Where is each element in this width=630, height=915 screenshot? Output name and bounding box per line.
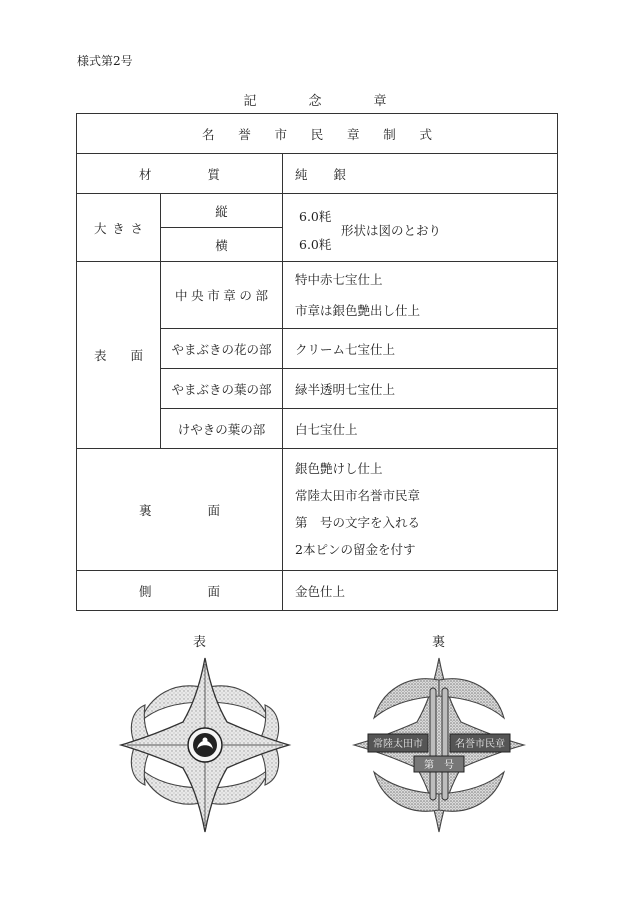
back-inscription-left: 常陸太田市 xyxy=(373,739,423,750)
back-label: 裏 面 xyxy=(77,449,283,571)
back-inscription-right: 名誉市民章 xyxy=(455,739,505,750)
front-row-center xyxy=(77,262,558,329)
document-title xyxy=(0,90,630,109)
front-value-leaf: 緑半透明七宝仕上 xyxy=(283,369,558,409)
front-part-flower: やまぶきの花の部 xyxy=(161,329,283,369)
side-value: 金色仕上 xyxy=(283,571,558,611)
header-char: 市 xyxy=(274,126,288,142)
size-row-vertical xyxy=(77,194,558,228)
vertical-label: 縦 xyxy=(161,194,283,228)
back-number: 第 号 xyxy=(424,760,454,771)
back-row xyxy=(77,449,558,571)
header-char: 章 xyxy=(347,126,360,142)
size-label: 大 き さ xyxy=(77,194,161,262)
size-value xyxy=(283,194,558,262)
horizontal-value: 6.0粍 xyxy=(299,237,332,252)
back-value: 銀色艶けし仕上 常陸太田市名誉市民章 第 号の文字を入れる 2本ピンの留金を付す xyxy=(283,449,558,571)
back-figure-label: 裏 xyxy=(432,635,446,650)
material-row xyxy=(77,154,558,194)
material-label: 材 質 xyxy=(77,154,283,194)
front-value-flower: クリーム七宝仕上 xyxy=(283,329,558,369)
title-char: 記 xyxy=(243,94,257,109)
front-figure-label: 表 xyxy=(193,635,207,650)
specification-table xyxy=(76,113,558,611)
header-char: 誉 xyxy=(238,126,251,142)
header-char: 式 xyxy=(419,126,433,142)
front-value-center: 特中赤七宝仕上 市章は銀色艶出し仕上 xyxy=(283,262,558,329)
header-char: 民 xyxy=(310,126,324,142)
medal-back-emblem-icon xyxy=(348,650,530,840)
table-header-row xyxy=(77,114,558,154)
front-part-center: 中 央 市 章 の 部 xyxy=(161,262,283,329)
header-char: 制 xyxy=(383,126,396,142)
form-number: 様式第2号 xyxy=(77,54,133,68)
material-value: 純 銀 xyxy=(283,154,558,194)
vertical-value: 6.0粍 xyxy=(299,209,332,224)
front-part-zelkova: けやきの葉の部 xyxy=(161,409,283,449)
title-char: 章 xyxy=(373,94,387,109)
table-header xyxy=(77,114,558,154)
title-char: 念 xyxy=(308,94,322,109)
horizontal-label: 横 xyxy=(161,228,283,262)
front-label: 表 面 xyxy=(77,262,161,449)
header-char: 名 xyxy=(202,126,215,142)
front-part-leaf: やまぶきの葉の部 xyxy=(161,369,283,409)
side-label: 側 面 xyxy=(77,571,283,611)
shape-note: 形状は図のとおり xyxy=(341,223,442,238)
medal-front-emblem-icon xyxy=(115,650,295,840)
front-value-zelkova: 白七宝仕上 xyxy=(283,409,558,449)
side-row xyxy=(77,571,558,611)
